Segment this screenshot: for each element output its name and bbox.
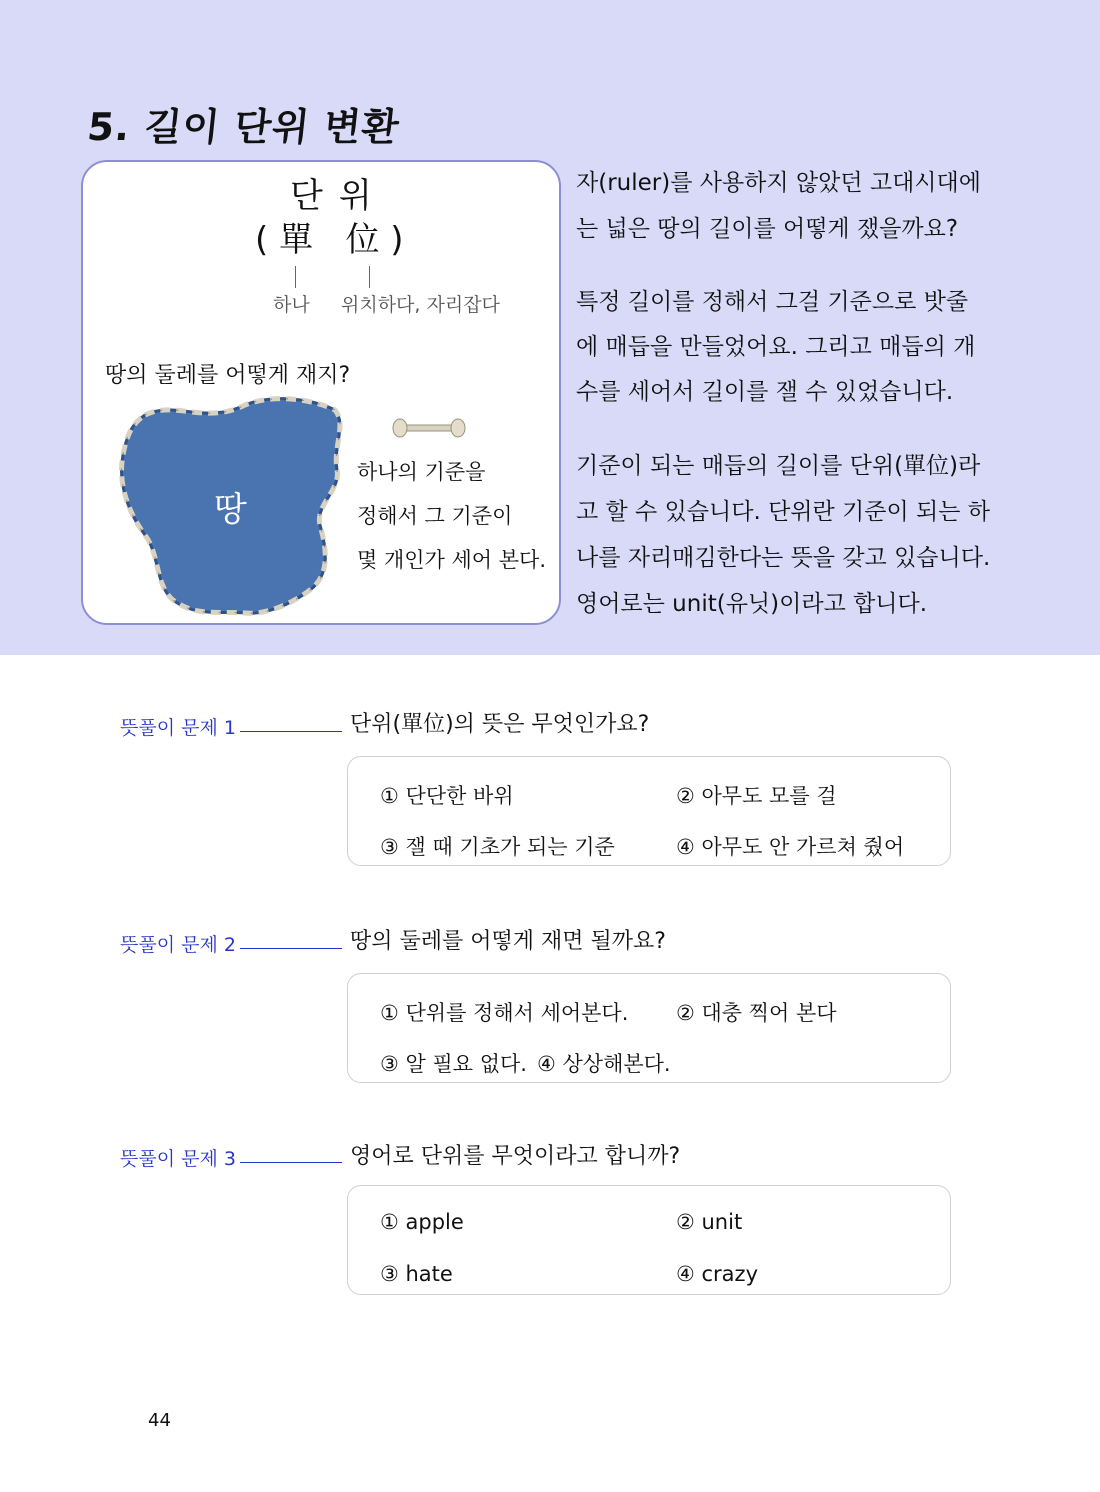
hanja-chars: ( 單 位 ): [255, 220, 404, 260]
quiz-question-2: 땅의 둘레를 어떻게 재면 될까요?: [350, 929, 666, 954]
quiz-question-3: 영어로 단위를 무엇이라고 합니까?: [350, 1144, 681, 1169]
choice-box-1: [347, 756, 951, 866]
gloss-tick-1: [295, 266, 296, 288]
choice-option[interactable]: ① 단단한 바위: [380, 784, 514, 808]
choice-option[interactable]: ② unit: [676, 1210, 743, 1234]
intro-text: [576, 160, 1021, 655]
intro-paragraph-3: 기준이 되는 매듭의 길이를 단위(單位)라 고 할 수 있습니다. 단위란 기준이 되는 하 나를 자리매김한다는 뜻을 갖고 있습니다. 영어로는 unit(유닛)이라고 합니다.: [576, 453, 991, 617]
choice-option[interactable]: ④ 아무도 안 가르쳐 줬어: [676, 835, 905, 859]
gloss-position: 위치하다, 자리잡다: [341, 294, 500, 316]
page-number: 44: [148, 1410, 171, 1431]
choice-option[interactable]: ④ 상상해본다.: [537, 1052, 671, 1076]
rope-caption-line: 몇 개인가 세어 본다.: [357, 548, 546, 572]
choice-option[interactable]: ① 단위를 정해서 세어본다.: [380, 1001, 629, 1025]
intro-paragraph-2: 특정 길이를 정해서 그걸 기준으로 밧줄 에 매듭을 만들었어요. 그리고 매듭의 개 수를 세어서 길이를 잴 수 있었습니다.: [576, 289, 976, 405]
gloss-tick-2: [369, 266, 370, 288]
rope-caption-line: 정해서 그 기준이: [357, 504, 513, 528]
gloss-one: 하나: [273, 294, 310, 316]
rope-icon: [390, 415, 468, 441]
choice-option[interactable]: ④ crazy: [676, 1262, 759, 1286]
choice-option[interactable]: ③ 잴 때 기초가 되는 기준: [380, 835, 615, 859]
choice-option[interactable]: ② 대충 찍어 본다: [676, 1001, 837, 1025]
quiz-label-3: 뜻풀이 문제 3: [120, 1144, 342, 1171]
choice-option[interactable]: ③ 알 필요 없다.: [380, 1052, 527, 1076]
quiz-question-1: 단위(單位)의 뜻은 무엇인가요?: [350, 712, 650, 737]
choice-box-3: [347, 1185, 951, 1295]
quiz-label-2: 뜻풀이 문제 2: [120, 930, 342, 957]
section-title: 5. 길이 단위 변환: [85, 105, 402, 149]
rope-caption: [357, 450, 546, 582]
choice-box-2: [347, 973, 951, 1083]
intro-paragraph-1: 자(ruler)를 사용하지 않았던 고대시대에 는 넓은 땅의 길이를 어떻게 쟀을까요?: [576, 170, 981, 242]
land-label: 땅: [214, 490, 247, 530]
quiz-label-1: 뜻풀이 문제 1: [120, 713, 342, 740]
choice-option[interactable]: ② 아무도 모를 걸: [676, 784, 837, 808]
land-question: 땅의 둘레를 어떻게 재지?: [105, 363, 351, 388]
choice-option[interactable]: ① apple: [380, 1210, 464, 1234]
hanja-word: 단위: [290, 176, 388, 216]
rope-caption-line: 하나의 기준을: [357, 460, 486, 484]
choice-option[interactable]: ③ hate: [380, 1262, 453, 1286]
